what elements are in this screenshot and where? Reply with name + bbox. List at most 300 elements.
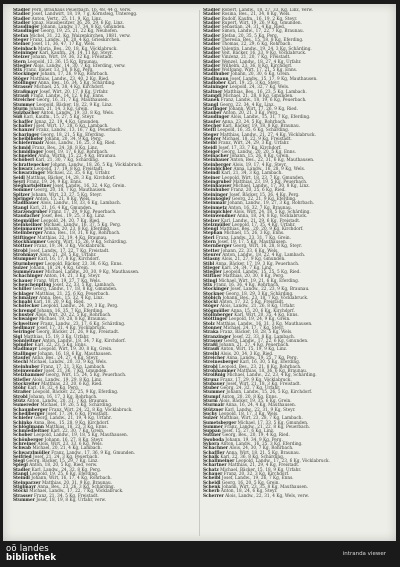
entry-name: Schiller	[13, 286, 32, 292]
entry-name: Stadler	[203, 67, 221, 73]
entry-name: Schöfecker	[13, 303, 40, 309]
entry-text: Veit, Bäcker, 16, 33, 9 Kg, Vöcklabruck.	[221, 49, 307, 55]
entry-text: Leopold, Wirt, 18, 23, 7 Kg, Gmunden.	[221, 174, 305, 180]
entry-name: Swoboda	[203, 436, 224, 442]
entry-text: Matthias, Landw., 16, 31, 3 Kg, Mauthausen.	[216, 320, 313, 326]
entry-name: Stiasny	[203, 256, 221, 262]
entry-text: Anna, 18, 24, 8 Kg, Vöcklabruck.	[237, 213, 308, 219]
entry-text: Karl, Landw., 24, 32, 8 Kg, Perg.	[31, 466, 102, 472]
entry-name: Steingruber	[203, 178, 232, 184]
entry-name: Stangl	[203, 101, 219, 107]
entry-name: Staudinger	[13, 24, 40, 30]
entry-text: Leopold, 24, 32, 7 Kg, Wels.	[229, 84, 290, 90]
entry-name: Stadler	[203, 49, 221, 55]
entry-name: Strobl	[13, 247, 28, 253]
entry-name: Stadler	[203, 19, 221, 25]
entry-text: Georg, Bäcker, 15, 29, 7 Kg, Linz.	[26, 458, 99, 464]
entry-name: Stelzhammer	[13, 372, 45, 378]
entry-name: Stöttner	[13, 243, 33, 249]
entry-text: Georg, Wirt, 15, 24, 5 Kg, Peuerbach.	[45, 372, 127, 378]
entry-text: Anton, Wirt, 15, 19, 9 Kg, Linz.	[220, 346, 288, 352]
entry-name: Steinmetz	[203, 204, 227, 210]
entry-name: Strasser	[13, 492, 33, 498]
entry-name: Schwab	[13, 445, 31, 451]
viewer-credit[interactable]: intranda viewer	[342, 551, 386, 557]
entry-name: Stöttinger	[203, 316, 228, 322]
entry-name: Steinberger	[203, 161, 232, 167]
entry-text: Josef, 11, 36, 47, 17 Kg, Wels.	[31, 41, 96, 47]
entry-text: Anna, Bes., 15, 32, 4 Kg, Linz.	[39, 294, 104, 300]
entry-name: Schober	[13, 432, 33, 438]
entry-name: Stadler	[13, 11, 31, 17]
entry-name: Stellnberger	[13, 230, 43, 236]
entry-text: Johann, 16, 18, 6 Kg, Mauthausen.	[37, 350, 113, 356]
entry-name: Scherrer	[203, 492, 224, 498]
entry-text: Josef, Wirt, 17, 28, 6 Kg, Lambach.	[33, 123, 109, 129]
entry-text: Matthias, 21, 29, 4 Kg, Freistadt.	[227, 462, 300, 468]
entry-text: Johann, Wirt, 23, 35, 8 Kg, Mauthausen.	[221, 483, 309, 489]
entry-name: Sturmberger	[13, 260, 44, 266]
entry-name: Stadler	[203, 8, 221, 12]
entry-name: Scheuchenpflug	[13, 282, 52, 287]
entry-text: Michael, 24, 17, 7 Kg, Steyr.	[223, 324, 285, 330]
entry-name: Schwarzinger	[13, 170, 46, 176]
entry-text: Franz, 16, 36, 4 Kg, Rohrbach.	[213, 282, 280, 287]
entry-name: Schenk	[203, 483, 221, 489]
entry-text: Josef, Landw., 16, 32, 4 Kg, Grein.	[52, 183, 126, 189]
entry-name: Summerauer	[13, 269, 44, 275]
entry-text: Josef, 19, 17, 5 Kg, Mauthausen.	[217, 239, 288, 245]
entry-name: Steiger	[203, 148, 221, 154]
entry-text: Franz, 17, 29, 9 Kg, Vöcklabruck.	[220, 376, 292, 382]
entry-name: Stadler	[203, 32, 221, 38]
entry-name: Stanek	[203, 97, 220, 103]
entry-text: Georg, 18, 21, 5 Kg, Eferding.	[40, 131, 106, 137]
entry-name: Stallinger	[13, 350, 37, 356]
entry-text: Anton, Landw., 18, 22, 4 Kg, Lambach.	[222, 251, 306, 257]
entry-name: Seidl	[13, 174, 25, 180]
entry-text: Alois, Landw., 22, 31, 4 Kg, Wels, verw.	[225, 492, 309, 498]
entry-text: Anton, Vertr., 25, 11, 9, Kg, Linz.	[31, 15, 103, 21]
entry-text: Franz, 20, 32, 3 Kg, Kirchdorf.	[223, 471, 290, 477]
entry-text: Georg, Bes., 20, 19, 4 Kg, Ried.	[222, 432, 290, 438]
entry-text: Michael, Bäcker, 15, 18, 9 Kg, Urfahr.	[220, 466, 302, 472]
entry-name: Sterl	[203, 234, 215, 240]
entry-text: Karl, Kaufm., 15, 27, 5 Kg, Steyr.	[23, 114, 95, 120]
entry-text: Georg, 16, 31, 7 Kg, Mauthausen.	[36, 97, 109, 103]
entry-text: Matthias, 22, 19, 4 Kg, Braunau.	[37, 234, 108, 240]
entry-text: Karl, 24, 34, 7 Kg, Linz.	[221, 264, 273, 270]
entry-text: Anton, Bes., 22, 31, 6 Kg, Mauthausen.	[230, 157, 315, 163]
entry-text: Alois, Landw., 18, 33, 6 Kg, Lambach.	[40, 200, 122, 206]
entry-text: Georg, 20, 18, 7 Kg, Mauthausen.	[34, 187, 107, 193]
entry-text: Franz, Bauer, 13, 18, 8 Kg, Perg.	[23, 67, 94, 73]
entry-text: Johann, Landw., 18, 26, 5 Kg, Vöcklabruck.	[50, 161, 143, 167]
entry-name: Staufer	[13, 355, 31, 361]
entry-text: Josef, Wirt, 21, 18, 3 Kg, Freistadt.	[226, 380, 301, 386]
entry-name: Spindler	[13, 342, 34, 348]
entry-name: Summer	[203, 423, 223, 429]
entry-text: Josef, Landw., 19, 26, 7 Kg, Enns.	[221, 475, 294, 481]
entry-name: Steindl	[13, 475, 30, 481]
entry-text: Karl, 21, 16, 4 Kg, Gmunden.	[29, 204, 93, 210]
entry-name: Stroißnig	[203, 372, 226, 378]
entry-name: Stöllinger	[13, 80, 37, 86]
entry-name: Schaller	[13, 123, 33, 129]
entry-text: Matthias, Landw., 21, 27, 4 Kg, Vöcklabruck.	[219, 131, 316, 137]
entry-name: Sumetsberger	[203, 419, 237, 425]
entry-name: Stieger	[203, 264, 221, 270]
entry-name: Stetter	[203, 247, 220, 253]
entry-name: Strunz	[203, 376, 219, 382]
entry-name: Stögmüller	[203, 307, 230, 313]
entry-text: Johann, 18, 24, 4 Kg, Grein.	[29, 264, 90, 270]
entry-text: Anton, 18, 24, 6 Kg, Steyr.	[220, 488, 278, 494]
entry-name: Staudinger	[203, 114, 230, 120]
entry-name: Stehrer	[203, 135, 221, 141]
entry-text: Anton, Landw., 20, 31, 7 Kg, Braunau.	[26, 398, 109, 404]
entry-text: Alois, Landw., 19, 29, 8 Kg, Linz.	[32, 376, 103, 382]
entry-text: Leopold, 19, 24, 9 Kg, Grein.	[228, 316, 291, 322]
entry-name: Steininger	[13, 49, 38, 55]
entry-name: Scharinger	[13, 131, 40, 137]
entry-text: Josef, 21, 36, 7 Kg, Gmunden.	[43, 367, 108, 373]
entry-name: Stockinger	[203, 286, 229, 292]
entry-name: Schanzer	[13, 127, 35, 133]
entry-text: Robert, Landw., 18, 27, 33, Kg, Linz, Verw.	[221, 8, 314, 12]
entry-text: Michael, Landw., 22, 23, 4 Kg, Schärding.	[226, 372, 317, 378]
entry-name: Sulzer	[13, 264, 29, 270]
entry-name: Stadler	[13, 19, 31, 25]
entry-name: Stadler	[13, 15, 31, 21]
entry-text: Johann, 21, 27, 4 Kg, Peuerbach.	[219, 342, 290, 348]
entry-text: Anna, Bäcker, 17, 19, 3 Kg, Peuerbach.	[215, 260, 300, 266]
entry-name: Strohhammer	[203, 367, 236, 373]
entry-name: Stecher	[203, 123, 222, 129]
entry-name: Schmiedleitner	[13, 428, 50, 434]
entry-text: Alois, 19, 17, 4 Kg, Steyr.	[232, 161, 287, 167]
entry-name: Steger	[203, 131, 219, 137]
entry-name: Steinbach	[13, 45, 37, 51]
entry-name: Spiegl	[13, 462, 28, 468]
entry-text: Ignaz, 22, 19, 4 Kg, Gmunden.	[34, 118, 100, 124]
entry-name: Steinwender	[13, 367, 43, 373]
entry-name: Springer	[13, 196, 34, 202]
entry-name: Stix	[13, 67, 23, 73]
entry-text: Johann, Landw., 19, 27, 3 Kg, Rohrbach.	[227, 200, 315, 206]
entry-text: Anna, 23, 24, 5 Kg, Rohrbach.	[221, 118, 287, 124]
entry-name: Steinbichler	[203, 165, 233, 171]
entry-name: Sonnleitner	[13, 337, 41, 343]
entry-text: Johann, 15, 26, 8 Kg, Grein.	[230, 153, 290, 159]
entry-text: Leopold, Landw., 24, 29, 3 Kg, Perg.	[40, 303, 119, 309]
entry-name: Straßmayr	[13, 88, 39, 94]
entry-text: Franz, 17, 29, 9 Kg, Peuerbach.	[48, 208, 117, 214]
entry-text: Stefan, 20, 35, 5 Kg, Perg.	[221, 32, 279, 38]
entry-text: Josef, 17, 31, 4 Kg, Vöcklabruck.	[36, 324, 106, 330]
entry-text: Michael, Landw., 16, 37, 5 Kg, Perg.	[43, 221, 122, 227]
entry-name: Schwarz	[13, 165, 33, 171]
entry-name: Siegl	[13, 458, 25, 464]
entry-text: Simon, Landw., 17, 22, 7 Kg, Braunau.	[221, 28, 305, 34]
entry-name: Steinpichler	[203, 208, 233, 214]
entry-name: Stiegler	[203, 269, 222, 275]
entry-text: Franz, Wirt, 24, 22, 8 Kg, Vöcklabruck.	[49, 406, 133, 412]
entry-name: Streinesberger	[203, 359, 239, 365]
entry-text: Franz, Landw., 16, 20, 4 Kg, Grieskirchen.	[29, 37, 121, 43]
entry-text: Leopold, 12, 36, 15 Kg, Braunau.	[27, 58, 99, 64]
entry-name: Sulzer	[203, 415, 219, 421]
entry-name: Schaumberger	[13, 406, 48, 412]
entry-text: Rudolf, Kaufm., 16, 19, 2 Kg, Steyr.	[221, 15, 298, 21]
entry-text: Anna, Landw., 19, 25, 7 Kg, Perg.	[226, 355, 298, 361]
entry-name: Stockinger	[13, 71, 39, 77]
entry-text: Alois, 21, 27, 9 Kg, Gmunden.	[221, 256, 286, 262]
entry-name: Stangl	[13, 471, 29, 477]
entry-text: Karl, 18, 20, 9 Kg, Ried.	[33, 299, 85, 305]
entry-name: Streicher	[13, 97, 36, 103]
entry-name: Schwarzlmüller	[13, 449, 50, 455]
entry-name: Schmidinger	[13, 148, 44, 154]
entry-text: Josef, Bäcker, 15, 36, 4 Kg, Perg.	[229, 191, 300, 197]
entry-text: Josef, 22, 33, 8 Kg, Lambach.	[232, 333, 296, 339]
entry-name: Stechl	[13, 359, 28, 365]
entry-text: Franz, Wirt, 24, 29, 3 Kg, Urfahr.	[218, 140, 290, 146]
entry-text: Anton, 15, 21, 8 Kg, Wels.	[35, 196, 91, 202]
entry-name: Stockreiter	[13, 380, 40, 386]
entry-text: Pern, Bräuhaus Peuerbach, 16, 48, 44 g, Verw.	[31, 8, 132, 12]
entry-text: Johann, Landw. 17, 34, 8 Kg, Gmunden.	[40, 24, 126, 30]
entry-name: Stöbich	[203, 294, 222, 300]
entry-text: Alois, Landw., 15, 31, 7 Kg, Eferding.	[230, 114, 311, 120]
entry-text: Georg, Wirt, 16, 28, 8 Kg, Steyr.	[233, 243, 303, 249]
entry-name: Stadler	[203, 54, 221, 60]
entry-text: Wilhelm, 23, 36, 8 Kg, Kirchdorf.	[221, 62, 293, 68]
entry-text: Matthias, 23, 20, 6 Kg, Ried.	[41, 380, 103, 386]
entry-name: Stadlmann	[203, 75, 229, 81]
entry-name: Sturm	[13, 105, 28, 111]
logo-line-1: oö landes	[6, 544, 49, 554]
entry-text: Matthias, 23, 19, 5 Kg, Peuerbach.	[232, 178, 308, 184]
entry-name: Stöckl	[203, 299, 218, 305]
entry-name: Stuber	[203, 385, 219, 391]
entry-text: Leopold, Wirt, 19, 30, 8 Kg, Grein.	[38, 346, 113, 352]
entry-name: Steinkellner	[13, 221, 43, 227]
entry-text: Matthias, Bes., 20, 20, 9 Kg, Kirchdorf.	[219, 226, 304, 232]
entry-text: Michael, 19, 26, 5 Kg, Schärding.	[40, 402, 113, 408]
entry-name: Staltner	[203, 88, 223, 94]
entry-text: Georg, 24, 32, 7 Kg, Urfahr.	[220, 385, 281, 391]
entry-name: Steinacher	[203, 153, 229, 159]
entry-text: Michael, 17, 33, 5 Kg, Gmunden.	[237, 419, 309, 425]
entry-name: Schartner	[203, 462, 227, 468]
entry-name: Steurer	[203, 251, 221, 257]
entry-name: Starzengruber	[13, 208, 48, 214]
entry-name: Stadler	[203, 24, 221, 30]
entry-text: Matthias, Bes., 16, 23, 5 Kg, Lambach.	[223, 88, 307, 94]
entry-text: Michael, 15, 26, 3 Kg, Enns.	[223, 230, 285, 236]
entry-name: Schreiner	[13, 440, 37, 446]
entry-name: Stolz	[203, 320, 215, 326]
entry-text: Josef, Landwirt, 18, 19, 7 g, Körnsteig, Unteregg.	[31, 11, 138, 17]
entry-text: Anton, 20, 21, 3 Kg, Perg.	[223, 110, 279, 116]
entry-name: Stelzmüller	[203, 221, 231, 227]
entry-name: Schlager	[13, 290, 34, 296]
entry-text: Matthias, 20, 30, 8 Kg, Perg.	[222, 273, 285, 279]
entry-text: Franz, Landw., 23, 17, 6 Kg, Schärding.	[40, 320, 126, 326]
entry-name: Schachner	[203, 445, 229, 451]
entry-name: Starlinger	[203, 105, 228, 111]
library-logo[interactable]	[6, 545, 56, 562]
entry-text: Theresia, Bes., 15, 18, 8 Kg, Eferding.	[221, 37, 304, 43]
entry-name: Schachinger	[13, 273, 43, 279]
entry-text: Karl, 22, 23, 5 Kg, Enns.	[34, 342, 88, 348]
entry-name: Stiftinger	[13, 234, 36, 240]
entry-text: Johann, 20, 34, 9 Kg, Perg.	[44, 135, 103, 141]
entry-text: Georg, Wirt, 15, 26, 9 Kg, Schärding.	[47, 239, 128, 245]
entry-text: Karl, Bäcker, 19, 18, 8 Kg, Braunau.	[222, 123, 301, 129]
entry-name: Spitzer	[13, 191, 30, 197]
entry-name: Stumpf	[203, 393, 221, 399]
entry-name: Stockner	[203, 290, 225, 296]
entry-name: Stegmüller	[13, 217, 40, 223]
entry-text: Michel, 31, 22, Kg, Waizenkirchen, 1881, verw.	[29, 32, 131, 38]
entry-text: Matthias, 15, 19, 3 Kg, Urfahr.	[23, 333, 90, 339]
entry-text: Anton, Landw., 18, 34, 7 Kg, Kirchdorf.	[42, 337, 126, 343]
entry-name: Stiegler	[13, 62, 32, 68]
entry-text: Michael, Wirt, 19, 21, 6 Kg, Eferding.	[218, 277, 300, 283]
entry-text: Josef, 17, 34, 6 Kg, Freistadt.	[46, 410, 109, 416]
entry-name: Steiner	[203, 174, 221, 180]
entry-text: Leopold, Landw., 19, 18, 5 Kg, Mauthausen.	[33, 432, 129, 438]
entry-name: Steindl	[203, 170, 220, 176]
entry-text: Karl, Landw., 21, 29, 6 Kg, Freistadt.	[220, 217, 301, 223]
entry-name: Schauer	[13, 277, 33, 283]
entry-text: Franz, Landw., 13, 16, 7 Kg, Peuerbach.	[36, 127, 122, 133]
directory-entry	[203, 494, 391, 498]
entry-text: Johann, Wirt, 23, 27, 5 Kg, Steyr.	[31, 191, 102, 197]
entry-text: Leopold, Landw., 15, 25, 5 Kg, Ried.	[223, 269, 301, 275]
entry-name: Stern	[13, 58, 26, 64]
entry-name: Staudacher	[13, 213, 41, 219]
entry-text: Johann, 16, 27, 8 Kg, Steyr.	[44, 436, 104, 442]
entry-name: Stöckl	[13, 488, 28, 494]
entry-text: Franz, Landw., 21, 22, 8 Kg, Peuerbach.	[224, 423, 311, 429]
entry-name: Strohmayr	[13, 251, 38, 257]
entry-name: Stockhammer	[13, 239, 46, 245]
entry-text: Karl, 19, 25, 3 Kg, Steyr.	[227, 80, 281, 86]
entry-text: Josef, 22, 33, 5 Kg, Lambach.	[52, 282, 116, 287]
entry-text: Georg, 22, 34, 4 Kg, Linz.	[219, 101, 275, 107]
entry-text: Franz, Bäcker, 18, 28, 5 Kg, Wels.	[219, 329, 293, 335]
entry-text: Georg, Landw., 17, 18, 8 Kg, Gmunden.	[32, 286, 118, 292]
entry-name: Stiefler	[13, 376, 31, 382]
entry-text: Michael, Landw., 17, 22, 7 Kg, Vöcklabruck.	[29, 488, 124, 494]
entry-name: Steinbauer	[203, 157, 230, 163]
entry-name: Sigl	[13, 333, 23, 339]
entry-text: Johann, 16, 35, 7 Kg, Eferding.	[37, 307, 104, 313]
entry-text: Josef, 21, 24, 3 Kg, Peuerbach.	[33, 453, 99, 459]
entry-name: Sommer	[13, 187, 33, 193]
entry-name: Stöger	[13, 75, 29, 81]
entry-text: Ignaz, Hausbesitzer, 36, 26, 29, 6 Kg, Linz.	[31, 19, 124, 25]
right-column	[203, 8, 391, 538]
entry-name: Süß	[13, 114, 23, 120]
entry-name: Stöger	[203, 303, 219, 309]
entry-text: Vinzenz, 21, 20, 7 Kg, Freistadt.	[221, 54, 291, 60]
entry-name: Sieghartsleitner	[13, 183, 52, 189]
entry-text: Michael, Landw., 17, 30, 8 Kg, Linz.	[232, 183, 310, 189]
entry-name: Stelzer	[203, 217, 220, 223]
entry-text: Franz, Landw., 23, 31, 7 Kg, Grein.	[215, 234, 291, 240]
entry-text: Leopold, 17, 19, 8 Kg, Freistadt.	[34, 165, 104, 171]
entry-name: Seiringer	[13, 329, 36, 335]
entry-text: Michael, 20, 21, 4 Kg, Lambach.	[32, 445, 102, 451]
entry-name: Stephan	[203, 230, 223, 236]
entry-text: Johann, 20, 23, 8 Kg, Eferding.	[44, 226, 111, 232]
entry-name: Steidl	[203, 144, 217, 150]
entry-name: Stöllnberger	[203, 312, 233, 318]
entry-text: Leopold, Bäcker, 23, 36, 6 Kg, Enns.	[44, 260, 123, 266]
entry-name: Stadler	[13, 466, 31, 472]
entry-text: Franz, 21, 34, 5 Kg, Freistadt.	[33, 492, 99, 498]
entry-text: Karl, 21, 30, 7 Kg, Schärding.	[35, 157, 100, 163]
entry-text: Anton, 20, 20, 8 Kg, Enns.	[221, 393, 278, 399]
entry-name: Stern	[203, 239, 216, 245]
entry-text: Franz, 19, 24, 9 Kg, Enns.	[26, 178, 83, 184]
entry-name: Schönberger	[13, 436, 44, 442]
entry-name: Schöberl	[13, 157, 34, 163]
entry-text: Josef, Wirt, 20, 17, 8 Kg, Urfahr.	[39, 88, 109, 94]
entry-text: Johann, Wirt, 19, 36, 32 Kg, Freistadt.	[30, 54, 113, 60]
entry-text: Michael, 18, 22, 9 Kg, Freistadt.	[222, 135, 292, 141]
entry-name: Stadler	[203, 45, 221, 51]
entry-text: Karl, 16, 30, 5 Kg, Eferding.	[239, 359, 301, 365]
entry-text: Anna, Bes., 15, 28, 9 Kg, Kirchdorf.	[33, 419, 110, 425]
entry-text: Josef, 19, 17, 6 Kg, Rohrbach.	[44, 148, 109, 154]
entry-text: Karl, 22, 30, 7 Kg, Grein.	[50, 428, 105, 434]
entry-name: Schrattenecker	[13, 161, 50, 167]
entry-text: Josef, Bes., 19, 25, 3 Kg, Linz.	[41, 213, 106, 219]
entry-name: Straßer	[13, 389, 32, 395]
entry-text: Karl, Kaufm., 24, 14, 11 Kg, Steyr.	[39, 49, 113, 55]
entry-text: Anton, 18, 20, 5 Kg, Ried, verw.	[29, 462, 98, 468]
entry-text: Anna, Bes., 23, 26, 3 Kg, Schärding.	[37, 483, 115, 489]
entry-name: Strasser	[203, 337, 223, 343]
entry-text: Alois, Bäcker, 19, 35, 6 Kg, Grein.	[219, 398, 292, 404]
entry-name: Schiefer	[13, 415, 33, 421]
entry-name: Steger	[13, 37, 29, 43]
entry-name: Stadler	[203, 11, 221, 17]
entry-name: Schwaiger	[13, 316, 38, 322]
entry-text: Johann, Wirt, 17, 26, 9 Kg, Ried.	[228, 105, 298, 111]
entry-text: Franz, 20, 25, 6 Kg, Ried.	[230, 187, 286, 193]
entry-text: Michael, Landw., 20, 30, 9 Kg, Mauthausen.	[45, 269, 140, 275]
entry-name: Schinko	[13, 419, 33, 425]
entry-text: Leopold, 18, 17, 3 Kg, Wels.	[218, 410, 279, 416]
entry-text: Valentin, Landw., 19, 24, 3 Kg, Schärding.	[221, 45, 312, 51]
entry-text: Leopold, 17, 35, 4 Kg, Urfahr.	[231, 221, 296, 227]
entry-name: Stumpner	[13, 256, 37, 262]
entry-name: Schedlberger	[13, 410, 45, 416]
entry-text: Michael, Landw., 20, 33, 9 Kg, Wels.	[29, 359, 108, 365]
entry-name: Schatz	[203, 466, 219, 472]
entry-text: Leopold, Bäcker, 18, 22, 9 Kg, Linz.	[36, 101, 113, 107]
entry-text: Josef, 18, 19, 8 Kg, Urfahr, verw.	[36, 496, 106, 502]
entry-name: Streicher	[203, 355, 226, 361]
entry-text: Karl, Landw., 22, 31, 9 Kg, Steyr.	[224, 406, 296, 412]
entry-text: Anna, 15, 20, 6 Kg, Kirchdorf.	[230, 307, 295, 313]
